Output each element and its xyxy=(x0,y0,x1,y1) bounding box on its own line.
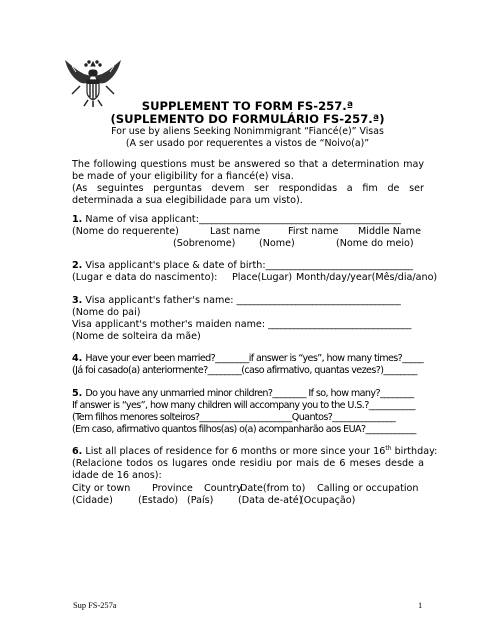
q2-birth-blank[interactable]: ___________________________________ xyxy=(265,260,413,271)
q6-col-occupation: Calling or occupation xyxy=(317,483,419,494)
q6-number: 6. xyxy=(72,446,83,457)
q2-pt-line xyxy=(72,272,438,284)
q4-line xyxy=(72,353,423,365)
q6-col-province: Province xyxy=(152,483,193,494)
q5-children-question-pt[interactable]: (Tem filhos menores solteiros?______________________Quantos?_______________ xyxy=(72,412,396,423)
q2-label-pt: (Lugar e data do nascimento): xyxy=(72,272,218,283)
q2-label: Visa applicant's place & date of birth: xyxy=(85,260,266,271)
q2-date-label: Month/day/year(Mês/dia/ano) xyxy=(296,272,438,283)
q6-col-province-pt: (Estado) xyxy=(138,495,179,506)
q6-residence-question-pt: (Relacione todos os lugares onde residiu por mais de 6 meses desde a idade de 16 anos): xyxy=(72,458,424,482)
q1-name-blank[interactable]: ________________________________________________ xyxy=(198,214,401,225)
q5-line xyxy=(72,388,414,400)
form-subtitle-english: For use by aliens Seeking Nonimmigrant “Fiancé(e)” Visas xyxy=(111,126,384,137)
q4-number: 4. xyxy=(72,353,83,364)
q3-mother-label: Visa applicant's mother's maiden name: xyxy=(72,319,269,330)
footer-form-id: Sup FS-257a xyxy=(73,601,117,610)
q3-father-pt: (Nome do pai) xyxy=(72,307,141,318)
q1-middle-name-label: Middle Name xyxy=(358,226,422,237)
q6-col-country: Country xyxy=(204,483,243,494)
q1-first-name-label-pt: (Nome) xyxy=(259,238,295,249)
q2-place-label: Place(Lugar) xyxy=(232,272,293,283)
q5-children-question[interactable]: Do you have any unmarried minor children?________ If so, how many?________ xyxy=(85,388,414,399)
intro-english: The following questions must be answered so that a determination may be made of your eligibility for a fiancé(e) visa. xyxy=(72,159,424,183)
q6-superscript: th xyxy=(385,444,392,452)
q1-first-name-label: First name xyxy=(288,226,339,237)
q5-accompany-question-pt[interactable]: (Em caso, afirmativo quantos filhos(as) o(a) acompanharão aos EUA?____________ xyxy=(72,424,416,435)
q1-last-name-label-pt: (Sobrenome) xyxy=(173,238,236,249)
q6-residence-question-end: birthday: xyxy=(391,446,438,457)
q3-father-label: Visa applicant's father's name: xyxy=(85,295,237,306)
q2-line xyxy=(72,260,412,272)
form-subtitle-portuguese: (A ser usado por requerentes a vistos de “Noivo(a)” xyxy=(125,138,370,149)
q1-label: Name of visa applicant: xyxy=(85,214,199,225)
footer-page-number: 1 xyxy=(418,601,423,610)
q3-mother-pt: (Nome de solteira da mãe) xyxy=(72,331,201,342)
q1-number: 1. xyxy=(72,214,83,225)
q3-father-blank[interactable]: _______________________________________ xyxy=(236,295,401,306)
q4-married-question[interactable]: Have your ever been married?________if answer is “yes”, how many times?_____ xyxy=(85,353,424,364)
q3-line xyxy=(72,295,400,307)
q1-middle-name-label-pt: (Nome do meio) xyxy=(336,238,414,249)
intro-portuguese: (As seguintes perguntas devem ser respondidas a fim de ser determinada a sua elegibilidade para um visto). xyxy=(72,183,424,207)
q2-number: 2. xyxy=(72,260,83,271)
q5-number: 5. xyxy=(72,388,83,399)
q5-accompany-question[interactable]: If answer is “yes”, how many children will accompany you to the U.S.?___________ xyxy=(72,400,415,411)
q6-col-occupation-pt: (Ocupação) xyxy=(300,495,356,506)
q6-line xyxy=(72,446,437,458)
q1-line xyxy=(72,214,400,226)
q3-mother-line xyxy=(72,319,411,331)
q3-number: 3. xyxy=(72,295,83,306)
q6-col-date-pt: (Data de-até) xyxy=(238,495,303,506)
q6-col-city: City or town xyxy=(72,483,131,494)
q6-residence-question: List all places of residence for 6 months or more since your 16 xyxy=(85,446,386,457)
q1-label-pt: (Nome do requerente) xyxy=(72,226,179,237)
form-title-english: SUPPLEMENT TO FORM FS-257.ª xyxy=(141,99,354,113)
q1-last-name-label: Last name xyxy=(210,226,261,237)
form-title-portuguese: (SUPLEMENTO DO FORMULÁRIO FS-257.ª) xyxy=(110,112,385,126)
q6-col-date: Date(from to) xyxy=(240,483,306,494)
q3-mother-blank[interactable]: __________________________________ xyxy=(268,319,411,330)
q6-col-city-pt: (Cidade) xyxy=(72,495,113,506)
q6-col-country-pt: (País) xyxy=(187,495,214,506)
q1-pt-line xyxy=(72,226,422,238)
q4-married-question-pt[interactable]: (Já foi casado(a) anteriormente?________(caso afirmativo, quantas vezes?)________ xyxy=(72,365,417,376)
